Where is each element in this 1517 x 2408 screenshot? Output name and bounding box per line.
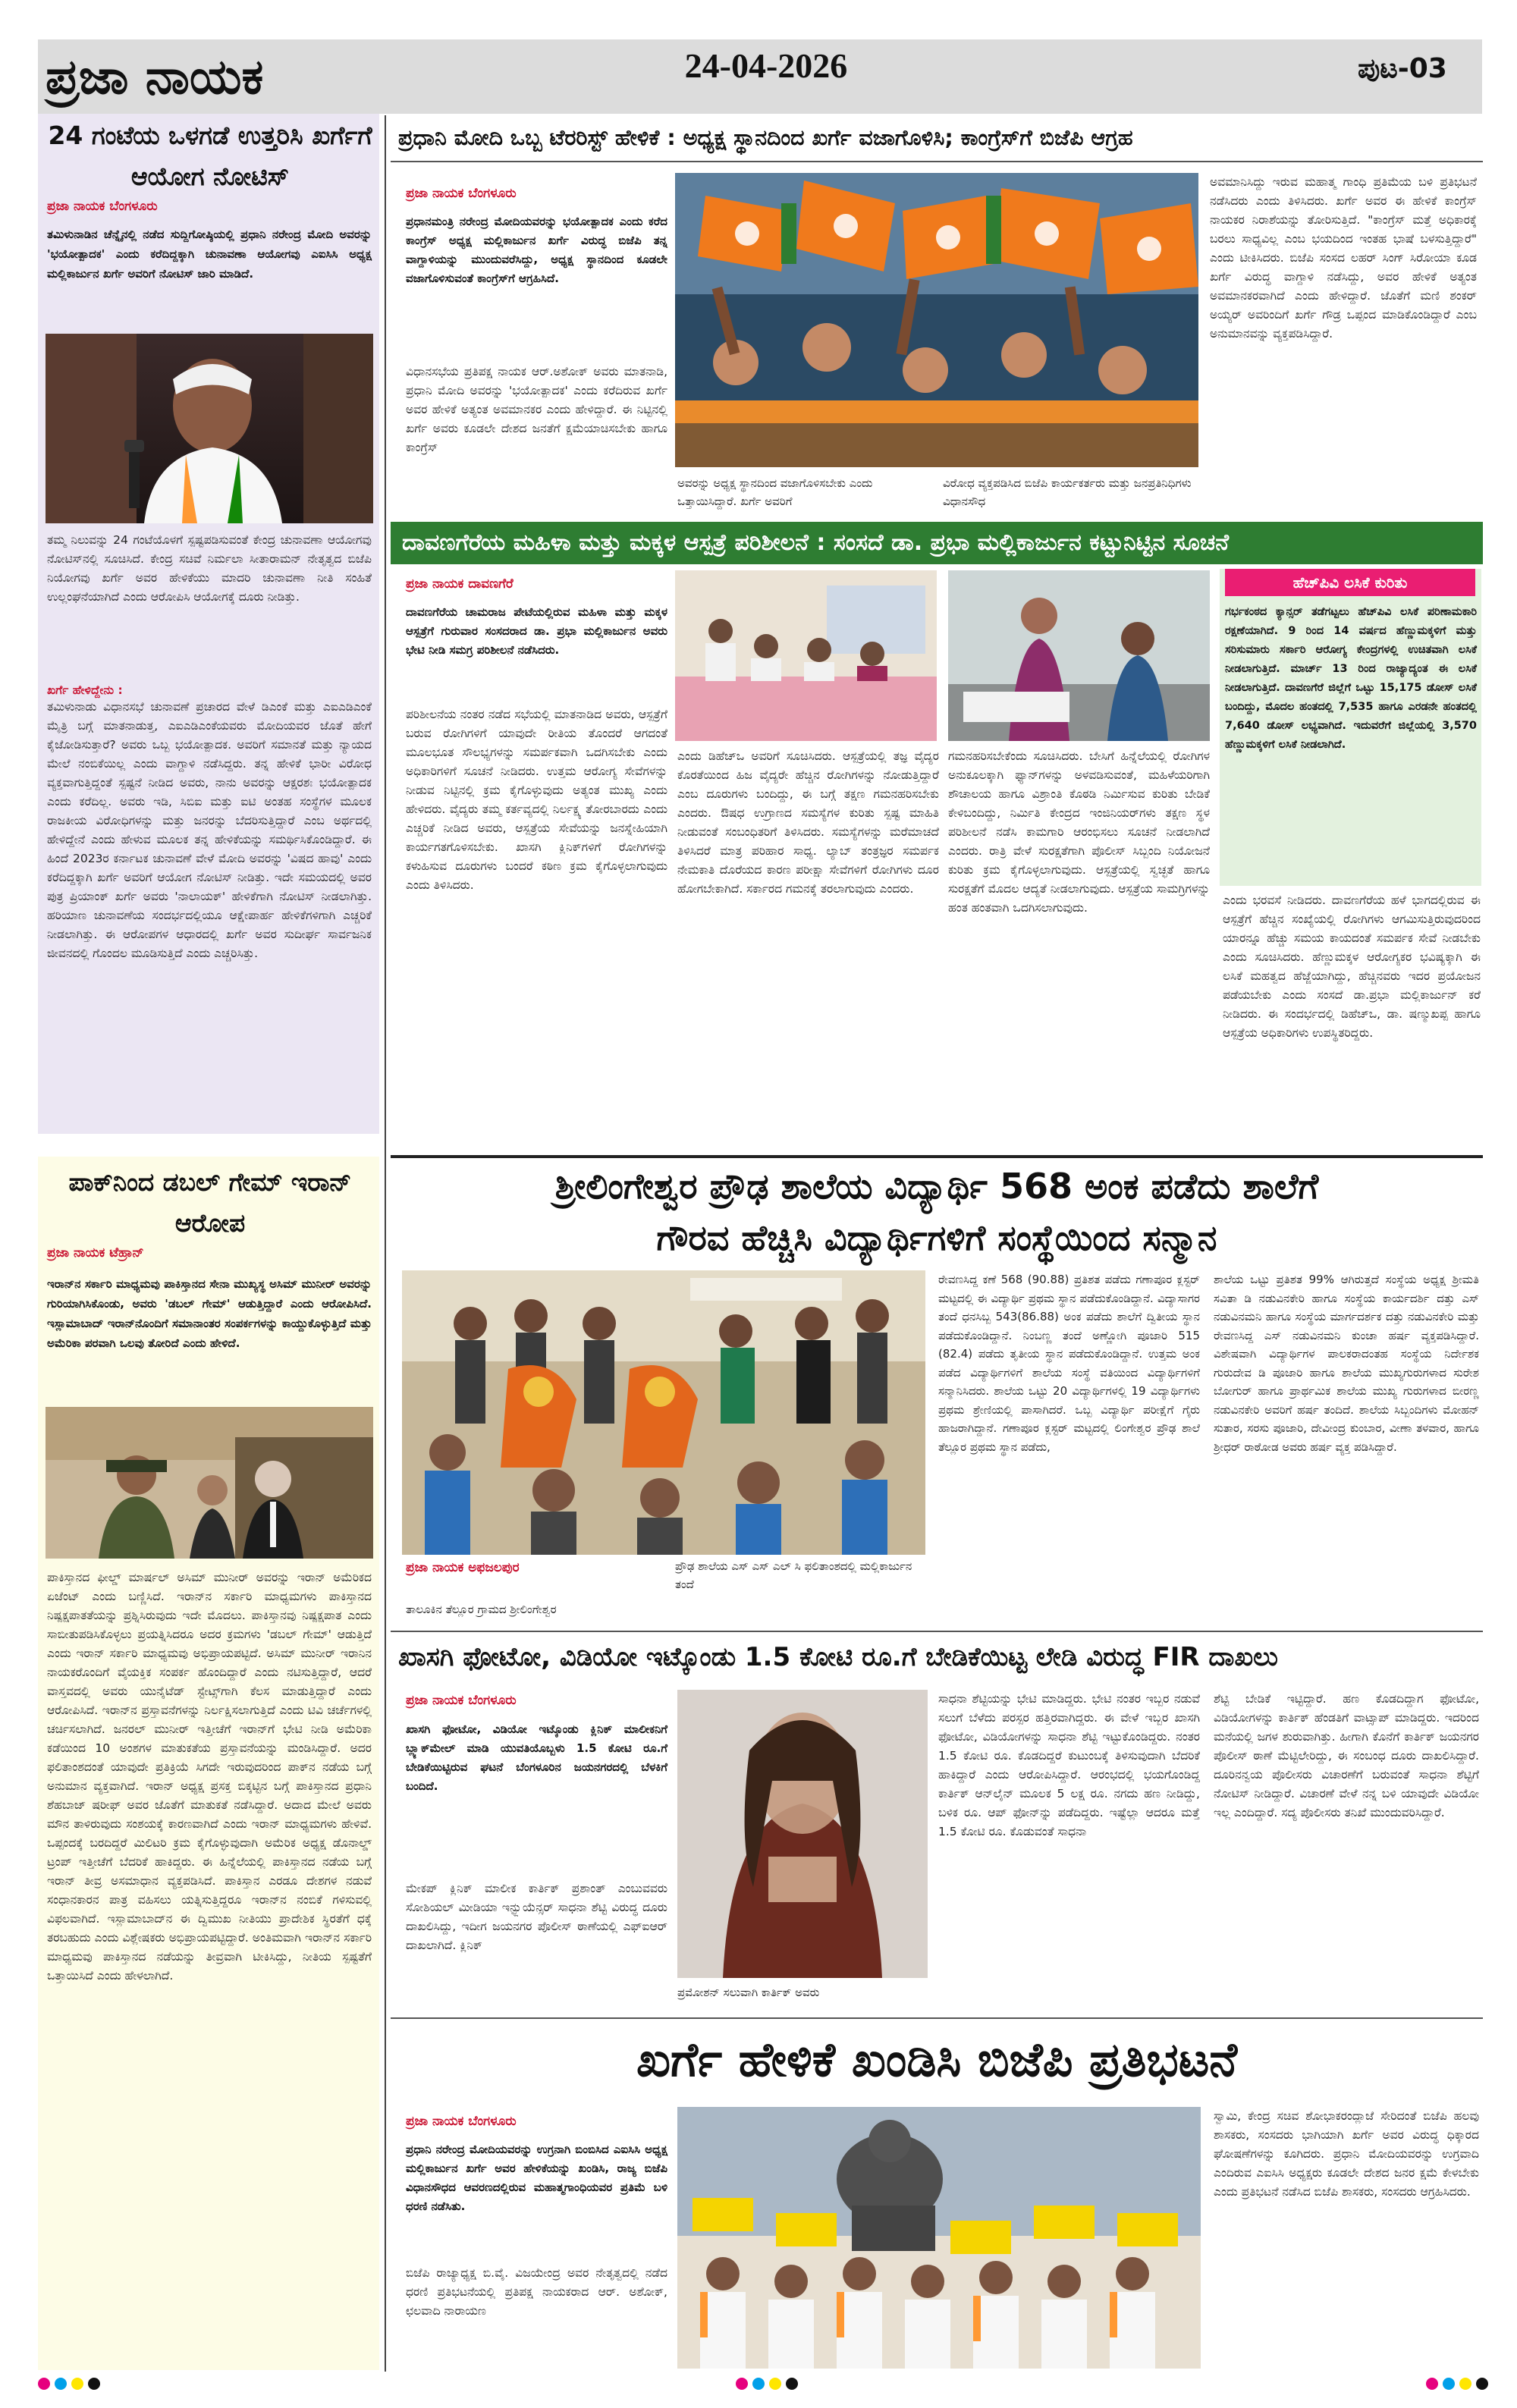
blackmail-photo-caption: ಪ್ರಮೋಶನ್ ಸಲುವಾಗಿ ಕಾರ್ತಿಕ್ ಅವರು bbox=[677, 1986, 820, 1999]
protest-lead: ಪ್ರಧಾನಿ ನರೇಂದ್ರ ಮೋದಿಯವರನ್ನು ಉಗ್ರನಾಗಿ ಬಿಂಬಿಸಿದ ಎಐಸಿಸಿ ಅಧ್ಯಕ್ಷ ಮಲ್ಲಿಕಾರ್ಜುನ ಖರ್ಗೆ ಅವರ ಹೇಳಿಕೆಯನ್ನು ಖಂಡಿಸಿ, ರಾಜ್ಯ ಬಿಜೆಪಿ ವಿಧಾನಸೌಧದ ಆವರಣದಲ್ಲಿರುವ ಮಹಾತ್ಮಗಾಂಧಿಯವರ ಪ್ರತಿಮೆ ಬಳಿ ಧರಣಿ ನಡೆಸಿತು. bbox=[406, 2143, 667, 2213]
davangere-lead: ದಾವಣಗೆರೆಯ ಚಾಮರಾಜ ಪೇಟೆಯಲ್ಲಿರುವ ಮಹಿಳಾ ಮತ್ತು ಮಕ್ಕಳ ಆಸ್ಪತ್ರೆಗೆ ಗುರುವಾರ ಸಂಸದರಾದ ಡಾ. ಪ್ರಭಾ ಮಲ್ಲಿಕಾರ್ಜುನ ಅವರು ಭೇಟಿ ನೀಡಿ ಸಮಗ್ರ ಪರಿಶೀಲನೆ ನಡೆಸಿದರು. bbox=[406, 605, 667, 657]
davangere-body-3: ಗಮನಹರಿಸಬೇಕೆಂದು ಸೂಚಿಸಿದರು. ಬೇಸಿಗೆ ಹಿನ್ನೆಲೆಯಲ್ಲಿ ರೋಗಿಗಳ ಅನುಕೂಲಕ್ಕಾಗಿ ಫ್ಯಾನ್‌ಗಳನ್ನು ಅಳವಡಿಸುವಂತೆ, ಮಹಿಳೆಯರಿಗಾಗಿ ಶೌಚಾಲಯ ಹಾಗೂ ವಿಶ್ರಾಂತಿ ಕೊಠಡಿ ನಿರ್ಮಿಸುವ ಕುರಿತು ಬೇಡಿಕೆ ಕೇಳಿಬಂದಿದ್ದು, ನಿರ್ಮಿತಿ ಕೇಂದ್ರದ ಇಂಜಿನಿಯರ್‌ಗಳು ತಕ್ಷಣ ಸ್ಥಳ ಪರಿಶೀಲನೆ ನಡೆಸಿ ಕಾಮಗಾರಿ ಆರಂಭಿಸಲು ಸೂಚನೆ ನೀಡಲಾಗಿದೆ ಎಂದರು. ರಾತ್ರಿ ವೇಳೆ ಸುರಕ್ಷತೆಗಾಗಿ ಪೊಲೀಸ್ ಸಿಬ್ಬಂದಿ ನಿಯೋಜನೆ ಕುರಿತು ಕ್ರಮ ಕೈಗೊಳ್ಳಲಾಗುವುದು. ಆಸ್ಪತ್ರೆಯಲ್ಲಿ ಸ್ವಚ್ಛತೆ ಹಾಗೂ ಸುರಕ್ಷತೆಗೆ ಮೊದಲ ಆದ್ಯತೆ ನೀಡಲಾಗುವುದು. ಆಸ್ಪತ್ರೆಯ ಸಾಮಗ್ರಿಗಳನ್ನು ಹಂತ ಹಂತವಾಗಿ ಒದಗಿಸಲಾಗುವುದು. bbox=[948, 749, 1210, 915]
davangere-body-4: ಎಂದು ಭರವಸೆ ನೀಡಿದರು. ದಾವಣಗೆರೆಯ ಹಳೆ ಭಾಗದಲ್ಲಿರುವ ಈ ಆಸ್ಪತ್ರೆಗೆ ಹೆಚ್ಚಿನ ಸಂಖ್ಯೆಯಲ್ಲಿ ರೋಗಿಗಳು ಆಗಮಿಸುತ್ತಿರುವುದರಿಂದ ಯಾರನ್ನೂ ಹೆಚ್ಚು ಸಮಯ ಕಾಯದಂತೆ ಸಮರ್ಪಕ ಸೇವೆ ನೀಡಬೇಕು ಎಂದು ಸೂಚಿಸಿದರು. ಹೆಣ್ಣುಮಕ್ಕಳ ಆರೋಗ್ಯಕರ ಭವಿಷ್ಯಕ್ಕಾಗಿ ಈ ಲಸಿಕೆ ಮಹತ್ವದ ಹೆಜ್ಜೆಯಾಗಿದ್ದು, ಹೆಚ್ಚಿನವರು ಇದರ ಪ್ರಯೋಜನ ಪಡೆಯಬೇಕು ಎಂದು ಸಂಸದೆ ಡಾ.ಪ್ರಭಾ ಮಲ್ಲಿಕಾರ್ಜುನ್ ಕರೆ ನೀಡಿದರು. ಈ ಸಂದರ್ಭದಲ್ಲಿ ಡಿಹೆಚ್‌ಒ, ಡಾ. ಷಣ್ಮುಖಪ್ಪ ಹಾಗೂ ಆಸ್ಪತ್ರೆಯ ಅಧಿಕಾರಿಗಳು ಉಪಸ್ಥಿತರಿದ್ದರು. bbox=[1223, 893, 1481, 1040]
davangere-body-2: ಎಂದು ಡಿಹೆಚ್‌ಒ ಅವರಿಗೆ ಸೂಚಿಸಿದರು. ಆಸ್ಪತ್ರೆಯಲ್ಲಿ ತಜ್ಞ ವೈದ್ಯರ ಕೊರತೆಯಿಂದ ಹಿಜ ವೈದ್ಯರೇ ಹೆಚ್ಚಿನ ರೋಗಿಗಳನ್ನು ನೋಡುತ್ತಿದ್ದಾರೆ ಎಂಬ ದೂರುಗಳು ಬಂದಿದ್ದು, ಈ ಬಗ್ಗೆ ತಕ್ಷಣ ಗಮನಹರಿಸಬೇಕು ಎಂದರು. ಔಷಧ ಉಗ್ರಾಣದ ಸಮಸ್ಯೆಗಳ ಕುರಿತು ಸ್ಪಷ್ಟ ಮಾಹಿತಿ ನೀಡುವಂತೆ ಸಂಬಂಧಿತರಿಗೆ ತಿಳಿಸಿದರು. ಸಮಸ್ಯೆಗಳನ್ನು ಮರೆಮಾಚದೆ ತಿಳಿಸಿದರೆ ಮಾತ್ರ ಪರಿಹಾರ ಸಾಧ್ಯ. ಲ್ಯಾಬ್ ತಂತ್ರಜ್ಞರ ಸಮರ್ಪಕ ನೇಮಕಾತಿ ದೊರೆಯದ ಕಾರಣ ಪರೀಕ್ಷಾ ಸೇವೆಗಳಿಗೆ ರೋಗಿಗಳು ದೂರ ಹೋಗಬೇಕಾಗಿದೆ. ಸರ್ಕಾರದ ಗಮನಕ್ಕೆ ತರಲಾಗುವುದು ಎಂದರು. bbox=[677, 749, 939, 896]
newspaper-name: ಪ್ರಜಾ ನಾಯಕ bbox=[46, 49, 264, 105]
issue-date: 24-04-2026 bbox=[684, 46, 848, 85]
ward-visit-photo bbox=[948, 570, 1210, 741]
davangere-byline: ಪ್ರಜಾ ನಾಯಕ ದಾವಣಗೆರೆ bbox=[406, 576, 514, 592]
registration-dot bbox=[1459, 2378, 1471, 2390]
hpv-tag: ಹೆಚ್‌ಪಿವಿ ಲಸಿಕೆ ಕುರಿತು bbox=[1225, 569, 1475, 596]
registration-dot bbox=[38, 2378, 50, 2390]
school-photo-caption: ಪ್ರೌಢ ಶಾಲೆಯ ಎಸ್ ಎಸ್ ಎಲ್ ಸಿ ಫಲಿತಾಂಶದಲ್ಲಿ ಮಲ್ಲಿಕಾರ್ಜುನ ತಂದೆ bbox=[675, 1559, 912, 1591]
blackmail-body-3: ಶೆಟ್ಟಿ ಬೇಡಿಕೆ ಇಟ್ಟಿದ್ದಾರೆ. ಹಣ ಕೊಡದಿದ್ದಾಗ ಫೋಟೋ, ವಿಡಿಯೋಗಳನ್ನು ಕಾರ್ತಿಕ್ ಹೆಂಡತಿಗೆ ವಾಟ್ಸಾಪ್ ಮಾಡಿದ್ದರು. ಇದರಿಂದ ಮನೆಯಲ್ಲಿ ಜಗಳ ಶುರುವಾಗಿತ್ತು. ಹೀಗಾಗಿ ಕೊನೆಗೆ ಕಾರ್ತಿಕ್ ಜಯನಗರ ಪೊಲೀಸ್ ಠಾಣೆ ಮೆಟ್ಟಿಲೇರಿದ್ದು, ಈ ಸಂಬಂಧ ದೂರು ದಾಖಲಿಸಿದ್ದಾರೆ. ದೂರಿನನ್ವಯ ಪೊಲೀಸರು ವಿಚಾರಣೆಗೆ ಬರುವಂತೆ ಸಾಧನಾ ಶೆಟ್ಟಿಗೆ ನೋಟಿಸ್ ನೀಡಿದ್ದಾರೆ. ವಿಚಾರಣೆ ವೇಳೆ ನನ್ನ ಬಳಿ ಯಾವುದೇ ವಿಡಿಯೋ ಇಲ್ಲ ಎಂದಿದ್ದಾರೆ. ಸದ್ಯ ಪೊಲೀಸರು ತನಿಖೆ ಮುಂದುವರಿಸಿದ್ದಾರೆ. bbox=[1214, 1692, 1479, 1819]
kharge-notice-headline: 24 ಗಂಟೆಯ ಒಳಗಡೆ ಉತ್ತರಿಸಿ ಖರ್ಗೆಗೆ ಆಯೋಗ ನೋಟಿಸ್ bbox=[48, 121, 372, 191]
blackmail-headline: ಖಾಸಗಿ ಫೋಟೋ, ವಿಡಿಯೋ ಇಟ್ಕೊಂಡು 1.5 ಕೋಟಿ ರೂ.ಗೆ ಬೇಡಿಕೆಯಿಟ್ಟ ಲೇಡಿ ವಿರುದ್ಧ FIR ದಾಖಲು bbox=[398, 1642, 1278, 1672]
column-divider bbox=[385, 115, 386, 2372]
pakistan-headline: ಪಾಕ್‌ನಿಂದ ಡಬಲ್ ಗೇಮ್ ಇರಾನ್ ಆರೋಪ bbox=[68, 1167, 352, 1238]
woman-blurred-photo bbox=[677, 1690, 928, 1978]
section-divider bbox=[391, 2017, 1483, 2019]
hpv-lead: ಗರ್ಭಕಂಠದ ಕ್ಯಾನ್ಸರ್ ತಡೆಗಟ್ಟಲು ಹೆಚ್‌ಪಿವಿ ಲಸಿಕೆ ಪರಿಣಾಮಕಾರಿ ರಕ್ಷಣೆಯಾಗಿದೆ. 9 ರಿಂದ 14 ವರ್ಷದ ಹೆಣ್ಣುಮಕ್ಕಳಿಗೆ ಮತ್ತು ಸರಿಸುಮಾರು ಸರ್ಕಾರಿ ಆರೋಗ್ಯ ಕೇಂದ್ರಗಳಲ್ಲಿ ಉಚಿತವಾಗಿ ಲಸಿಕೆ ನೀಡಲಾಗುತ್ತಿದೆ. ಮಾರ್ಚ್ 13 ರಿಂದ ರಾಜ್ಯಾದ್ಯಂತ ಈ ಲಸಿಕೆ ನೀಡಲಾಗುತ್ತಿದೆ. ದಾವಣಗೆರೆ ಜಿಲ್ಲೆಗೆ ಒಟ್ಟು 15,175 ಡೋಸ್ ಲಸಿಕೆ ಬಂದಿದ್ದು, ಮೊದಲ ಹಂತದಲ್ಲಿ 7,535 ಹಾಗೂ ಎರಡನೇ ಹಂತದಲ್ಲಿ 7,640 ಡೋಸ್ ಲಭ್ಯವಾಗಿದೆ. ಇದುವರೆಗೆ ಜಿಲ್ಲೆಯಲ್ಲಿ 3,570 ಹೆಣ್ಣುಮಕ್ಕಳಿಗೆ ಲಸಿಕೆ ನೀಡಲಾಗಿದೆ. bbox=[1225, 606, 1477, 751]
kharge-notice-lead: ತಮಿಳುನಾಡಿನ ಚೆನ್ನೈನಲ್ಲಿ ನಡೆದ ಸುದ್ದಿಗೋಷ್ಠಿಯಲ್ಲಿ ಪ್ರಧಾನಿ ನರೇಂದ್ರ ಮೋದಿ ಅವರನ್ನು 'ಭಯೋತ್ಪಾದಕ' ಎಂದು ಕರೆದಿದ್ದಕ್ಕಾಗಿ ಚುನಾವಣಾ ಆಯೋಗವು ಎಐಸಿಸಿ ಅಧ್ಯಕ್ಷ ಮಲ್ಲಿಕಾರ್ಜುನ ಖರ್ಗೆ ಅವರಿಗೆ ನೋಟಿಸ್ ಜಾರಿ ಮಾಡಿದೆ. bbox=[47, 228, 372, 281]
registration-dot bbox=[71, 2378, 83, 2390]
page-number: ಪುಟ-03 bbox=[1358, 53, 1447, 84]
pakistan-byline: ಪ್ರಜಾ ನಾಯಕ ಟೆಹ್ರಾನ್ bbox=[47, 1245, 144, 1261]
protest-byline: ಪ್ರಜಾ ನಾಯಕ ಬೆಂಗಳೂರು bbox=[406, 2114, 517, 2129]
modi-terrorist-caption-1: ಅವರನ್ನು ಅಧ್ಯಕ್ಷ ಸ್ಥಾನದಿಂದ ವಜಾಗೊಳಿಸಬೇಕು ಎಂದು ಒತ್ತಾಯಿಸಿದ್ದಾರೆ. ಖರ್ಗೆ ಅವರಿಗೆ bbox=[677, 476, 873, 508]
bjp-flags-illustration bbox=[675, 173, 1198, 467]
pakistan-body: ಪಾಕಿಸ್ತಾನದ ಫೀಲ್ಡ್ ಮಾರ್ಷಲ್ ಅಸಿಮ್ ಮುನೀರ್ ಅವರನ್ನು ಇರಾನ್ ಅಮೆರಿಕದ ಏಜೆಂಟ್ ಎಂದು ಬಣ್ಣಿಸಿದೆ. ಇರಾನ್‌ನ ಸರ್ಕಾರಿ ಮಾಧ್ಯಮಗಳು ಪಾಕಿಸ್ತಾನದ ನಿಷ್ಪಕ್ಷಪಾತತೆಯನ್ನು ಪ್ರಶ್ನಿಸಿರುವುದು ಇದೇ ಮೊದಲು. ಪಾಕಿಸ್ತಾನವು ನಿಷ್ಪಕ್ಷಪಾತ ಎಂದು ಸಾಬೀತುಪಡಿಸಿಕೊಳ್ಳಲು ಪ್ರಯತ್ನಿಸಿದರೂ ಅದರ ಕ್ರಮಗಳು 'ಡಬಲ್ ಗೇಮ್' ಆಡುತ್ತಿದೆ ಎಂದು ಇರಾನ್ ಸರ್ಕಾರಿ ಮಾಧ್ಯಮವು ಅಭಿಪ್ರಾಯಪಟ್ಟಿದೆ. ಅಸಿಮ್ ಮುನೀರ್ ಇರಾನಿನ ನಾಯಕರೊಂದಿಗೆ ವೈಯಕ್ತಿಕ ಸಂಪರ್ಕ ಹೊಂದಿದ್ದಾರೆ ಎಂದು ನಟಿಸುತ್ತಿದ್ದಾರೆ, ಆದರೆ ವಾಸ್ತವದಲ್ಲಿ ಅವರು ಯುನೈಟೆಡ್ ಸ್ಟೇಟ್ಸ್‌ಗಾಗಿ ಕೆಲಸ ಮಾಡುತ್ತಿದ್ದಾರೆ ಎಂದು ಆರೋಪಿಸಿದೆ. ಇರಾನ್‌ನ ಪ್ರಸ್ತಾವನೆಗಳನ್ನು ನಿರ್ಲಕ್ಷಿಸಲಾಗುತ್ತಿದೆ ಎಂದು ಟಿವಿ ಚರ್ಚೆಗಳಲ್ಲಿ ಚರ್ಚಿಸಲಾಗಿದೆ. ಜನರಲ್ ಮುನೀರ್ ಇತ್ತೀಚೆಗೆ ಇರಾನ್‌ಗೆ ಭೇಟಿ ನೀಡಿ ಅಮೆರಿಕಾ ಕಡೆಯಿಂದ 10 ಅಂಶಗಳ ಮಾತುಕತೆಯ ಪ್ರಸ್ತಾವನೆಯನ್ನು ಮಂಡಿಸಿದ್ದಾರೆ. ಅದರ ಫಲಿತಾಂಶದಂತೆ ಯಾವುದೇ ಪ್ರತಿಕ್ರಿಯೆ ಸಿಗದೇ ಇರುವುದರಿಂದ ಪಾಕ್‌ನ ನಡೆಯ ಬಗ್ಗೆ ಅನುಮಾನ ವ್ಯಕ್ತವಾಗಿದೆ. ಇರಾನ್ ಅಧ್ಯಕ್ಷ ಪ್ರಸಕ್ತ ಬಿಕ್ಕಟ್ಟಿನ ಬಗ್ಗೆ ಪಾಕಿಸ್ತಾನದ ಪ್ರಧಾನಿ ಶೆಹಬಾಜ್ ಷರೀಫ್ ಅವರ ಜೊತೆಗೆ ಮಾತುಕತೆ ನಡೆಸಿದ್ದಾರೆ. ಅದಾದ ಮೇಲೆ ಅವರು ಮೌನ ತಾಳಿರುವುದು ಸಂಶಯಕ್ಕೆ ಕಾರಣವಾಗಿದೆ ಎಂದು ಇರಾನ್ ಮಾಧ್ಯಮಗಳು ಹೇಳಿವೆ. ಒಪ್ಪಂದಕ್ಕೆ ಬರದಿದ್ದರೆ ಮಿಲಿಟರಿ ಕ್ರಮ ಕೈಗೊಳ್ಳುವುದಾಗಿ ಅಮೆರಿಕ ಅಧ್ಯಕ್ಷ ಡೊನಾಲ್ಡ್ ಟ್ರಂಪ್ ಇತ್ತೀಚೆಗೆ ಬೆದರಿಕೆ ಹಾಕಿದ್ದರು. ಈ ಹಿನ್ನೆಲೆಯಲ್ಲಿ ಪಾಕಿಸ್ತಾನದ ನಡೆಯ ಬಗ್ಗೆ ಇರಾನ್ ತೀವ್ರ ಅಸಮಾಧಾನ ವ್ಯಕ್ತಪಡಿಸಿದೆ. ಪಾಕಿಸ್ತಾನ ಎರಡೂ ದೇಶಗಳ ನಡುವೆ ಸಂಧಾನಕಾರನ ಪಾತ್ರ ವಹಿಸಲು ಯತ್ನಿಸುತ್ತಿದ್ದರೂ ಇರಾನ್‌ನ ನಂಬಿಕೆ ಗಳಿಸುವಲ್ಲಿ ವಿಫಲವಾಗಿದೆ. ಇಸ್ಲಾಮಾಬಾದ್‌ನ ಈ ದ್ವಿಮುಖ ನೀತಿಯು ಪ್ರಾದೇಶಿಕ ಸ್ಥಿರತೆಗೆ ಧಕ್ಕೆ ತರಬಹುದು ಎಂದು ವಿಶ್ಲೇಷಕರು ಅಭಿಪ್ರಾಯಪಟ್ಟಿದ್ದಾರೆ. ಅಂತಿಮವಾಗಿ ಇರಾನ್‌ನ ಸರ್ಕಾರಿ ಮಾಧ್ಯಮವು ಪಾಕಿಸ್ತಾನದ ನಡೆಯನ್ನು ತೀವ್ರವಾಗಿ ಟೀಕಿಸಿದ್ದು, ನೀತಿಯ ಸ್ಪಷ್ಟತೆಗೆ ಒತ್ತಾಯಿಸಿದೆ ಎಂದು ಹೇಳಲಾಗಿದೆ. bbox=[47, 1571, 372, 1983]
modi-terrorist-lead: ಪ್ರಧಾನಮಂತ್ರಿ ನರೇಂದ್ರ ಮೋದಿಯವರನ್ನು ಭಯೋತ್ಪಾದಕ ಎಂದು ಕರೆದ ಕಾಂಗ್ರೆಸ್ ಅಧ್ಯಕ್ಷ ಮಲ್ಲಿಕಾರ್ಜುನ ಖರ್ಗೆ ವಿರುದ್ಧ ಬಿಜೆಪಿ ತನ್ನ ವಾಗ್ದಾಳಿಯನ್ನು ಮುಂದುವರೆಸಿದ್ದು, ಅಧ್ಯಕ್ಷ ಸ್ಥಾನದಿಂದ ಕೂಡಲೇ ವಜಾಗೊಳಿಸುವಂತೆ ಕಾಂಗ್ರೆಸ್‌ಗೆ ಆಗ್ರಹಿಸಿದೆ. bbox=[406, 215, 667, 285]
students-felicitation-illustration bbox=[402, 1270, 925, 1555]
registration-marks-center bbox=[736, 2378, 798, 2390]
protest-headline: ಖರ್ಗೆ ಹೇಳಿಕೆ ಖಂಡಿಸಿ ಬಿಜೆಪಿ ಪ್ರತಿಭಟನೆ bbox=[636, 2032, 1238, 2087]
woman-blurred-illustration bbox=[677, 1690, 928, 1978]
blackmail-body-1: ಮೇಕಪ್ ಕ್ಲಿನಿಕ್ ಮಾಲೀಕ ಕಾರ್ತಿಕ್ ಪ್ರಶಾಂತ್ ಎಂಬುವವರು ಸೋಶಿಯಲ್ ಮೀಡಿಯಾ ಇನ್ಫ್ಲುಯೆನ್ಸರ್ ಸಾಧನಾ ಶೆಟ್ಟಿ ವಿರುದ್ಧ ದೂರು ದಾಖಲಿಸಿದ್ದು, ಇದೀಗ ಜಯನಗರ ಪೊಲೀಸ್ ಠಾಣೆಯಲ್ಲಿ ಎಫ್ಐಆರ್ ದಾಖಲಾಗಿದೆ. ಕ್ಲಿನಿಕ್ bbox=[406, 1882, 667, 1952]
meeting-photo bbox=[675, 570, 937, 741]
modi-terrorist-headline: ಪ್ರಧಾನಿ ಮೋದಿ ಒಬ್ಬ ಟೆರರಿಸ್ಟ್ ಹೇಳಿಕೆ : ಅಧ್ಯಕ್ಷ ಸ್ಥಾನದಿಂದ ಖರ್ಗೆ ವಜಾಗೊಳಿಸಿ; ಕಾಂಗ್ರೆಸ್‌ಗೆ ಬಿಜೆಪಿ ಆಗ್ರಹ bbox=[398, 125, 1133, 150]
bjp-flags-photo bbox=[675, 173, 1198, 467]
pakistan-lead: ಇರಾನ್‌ನ ಸರ್ಕಾರಿ ಮಾಧ್ಯಮವು ಪಾಕಿಸ್ತಾನದ ಸೇನಾ ಮುಖ್ಯಸ್ಥ ಅಸಿಮ್ ಮುನೀರ್ ಅವರನ್ನು ಗುರಿಯಾಗಿಸಿಕೊಂಡು, ಅವರು 'ಡಬಲ್ ಗೇಮ್' ಆಡುತ್ತಿದ್ದಾರೆ ಎಂದು ಆರೋಪಿಸಿದೆ. ಇಸ್ಲಾಮಾಬಾದ್ ಇರಾನ್‌ನೊಂದಿಗೆ ಸಮಾನಾಂತರ ಸಂಪರ್ಕಗಳನ್ನು ಕಾಯ್ದುಕೊಳ್ಳುತ್ತಿದೆ ಮತ್ತು ಅಮೆರಿಕಾ ಪರವಾಗಿ ಒಲವು ತೋರಿದೆ ಎಂದು ಹೇಳಿದೆ. bbox=[47, 1277, 372, 1350]
registration-dot bbox=[786, 2378, 798, 2390]
school-body-2: ಶಾಲೆಯ ಒಟ್ಟು ಪ್ರತಿಶತ 99% ಆಗಿರುತ್ತದೆ ಸಂಸ್ಥೆಯ ಅಧ್ಯಕ್ಷ ಶ್ರೀಮತಿ ಸವಿತಾ ಡಿ ನಡುವಿನಕೇರಿ ಹಾಗೂ ಸಂಸ್ಥೆಯ ಕಾರ್ಯದರ್ಶಿ ದತ್ತು ಎಸ್ ನಡುವಿನಮನಿ ಹಾಗೂ ಸಂಸ್ಥೆಯ ಮಾರ್ಗದರ್ಶಕ ದತ್ತು ನಡುವಿನಕೇರಿ ಮತ್ತು ರೇವಣಸಿದ್ದ ಎಸ್ ನಡುವಿನಮನಿ ಕುಂಚಾ ಹರ್ಷ ವ್ಯಕ್ತಪಡಿಸಿದ್ದಾರೆ. ವಿಶೇಷವಾಗಿ ವಿದ್ಯಾರ್ಥಿಗಳ ಪಾಲಕರಾದಂತಹ ಸಂಸ್ಥೆಯ ನಿರ್ದೇಶಕ ಗುರುದೇವ ಡಿ ಪೂಜಾರಿ ಹಾಗೂ ಶಾಲೆಯ ಮುಖ್ಯಗುರುಗಳಾದ ಸುರೇಶ ಬೋಗುರ್ ಹಾಗೂ ಪ್ರಾರ್ಥಮಿಕ ಶಾಲೆಯ ಮುಖ್ಯ ಗುರುಗಳಾದ ಬೀರಣ್ಣ ನಡುವಿನಕೇರಿ ಅವರಿಗೆ ಹರ್ಷ ತಂದಿದೆ. ಶಾಲೆಯ ಸಿಬ್ಬಂದಿಗಳು ಮೋಹನ್ ಸುತಾರ, ಸರಸು ಪೂಜಾರಿ, ದೇವೀಂದ್ರ ಕುಂಬಾರ, ವೀಣಾ ತಳವಾರ, ಹಾಗೂ ಶ್ರೀಧರ್ ರಾಠೋಡ ಅವರು ಹರ್ಷ ವ್ಯಕ್ತ ಪಡಿಸಿದ್ದಾರೆ. bbox=[1214, 1273, 1479, 1454]
modi-terrorist-body-1: ವಿಧಾನಸಭೆಯ ಪ್ರತಿಪಕ್ಷ ನಾಯಕ ಆರ್.ಅಶೋಕ್ ಅವರು ಮಾತನಾಡಿ, ಪ್ರಧಾನಿ ಮೋದಿ ಅವರನ್ನು 'ಭಯೋತ್ಪಾದಕ' ಎಂದು ಕರೆದಿರುವ ಖರ್ಗೆ ಅವರ ಹೇಳಿಕೆ ಅತ್ಯಂತ ಅವಮಾನಕರ ಎಂದು ಹೇಳಿದ್ದಾರೆ. ಈ ನಿಟ್ಟಿನಲ್ಲಿ ಖರ್ಗೆ ಅವರು ಕೂಡಲೇ ದೇಶದ ಜನತೆಗೆ ಕ್ಷಮೆಯಾಚಿಸಬೇಕು ಹಾಗೂ ಕಾಂಗ್ರೆಸ್ bbox=[406, 365, 667, 454]
gandhi-statue-protest-photo bbox=[677, 2107, 1201, 2369]
school-photo-caption-2: ತಾಲೂಕಿನ ತೆಲ್ಲೂರ ಗ್ರಾಮದ ಶ್ರೀಲಿಂಗೇಶ್ವರ bbox=[406, 1603, 557, 1616]
registration-marks-left bbox=[38, 2378, 100, 2390]
school-byline: ಪ್ರಜಾ ನಾಯಕ ಅಫಜಲಪುರ bbox=[406, 1560, 520, 1575]
blackmail-byline: ಪ್ರಜಾ ನಾಯಕ ಬೆಂಗಳೂರು bbox=[406, 1693, 517, 1708]
modi-terrorist-caption-2: ವಿರೋಧ ವ್ಯಕ್ತಪಡಿಸಿದ ಬಿಜೆಪಿ ಕಾರ್ಯಕರ್ತರು ಮತ್ತು ಜನಪ್ರತಿನಿಧಿಗಳು ವಿಧಾನಸೌಧ bbox=[943, 476, 1192, 508]
kharge-notice-body-1: ತಮ್ಮ ನಿಲುವನ್ನು 24 ಗಂಟೆಯೊಳಗೆ ಸ್ಪಷ್ಟಪಡಿಸುವಂತೆ ಕೇಂದ್ರ ಚುನಾವಣಾ ಆಯೋಗವು ನೋಟಿಸ್‌ನಲ್ಲಿ ಸೂಚಿಸಿದೆ. ಕೇಂದ್ರ ಸಚಿವೆ ನಿರ್ಮಲಾ ಸೀತಾರಾಮನ್ ನೇತೃತ್ವದ ಬಿಜೆಪಿ ನಿಯೋಗವು ಖರ್ಗೆ ಅವರ ಹೇಳಿಕೆಯು ಮಾದರಿ ಚುನಾವಣಾ ನೀತಿ ಸಂಹಿತೆ ಉಲ್ಲಂಘನೆಯಾಗಿದೆ ಎಂದು ಆರೋಪಿಸಿ ಆಯೋಗಕ್ಕೆ ದೂರು ನೀಡಿತ್ತು. bbox=[47, 533, 372, 604]
registration-dot bbox=[55, 2378, 67, 2390]
kharge-portrait-illustration bbox=[46, 334, 373, 523]
section-divider bbox=[391, 1155, 1483, 1158]
modi-terrorist-byline: ಪ್ರಜಾ ನಾಯಕ ಬೆಂಗಳೂರು bbox=[406, 186, 517, 201]
registration-dot bbox=[1426, 2378, 1438, 2390]
registration-dot bbox=[769, 2378, 781, 2390]
davangere-body-1: ಪರಿಶೀಲನೆಯ ನಂತರ ನಡೆದ ಸಭೆಯಲ್ಲಿ ಮಾತನಾಡಿದ ಅವರು, ಆಸ್ಪತ್ರೆಗೆ ಬರುವ ರೋಗಿಗಳಿಗೆ ಯಾವುದೇ ರೀತಿಯ ತೊಂದರೆ ಆಗದಂತೆ ಮೂಲಭೂತ ಸೌಲಭ್ಯಗಳನ್ನು ಸಮರ್ಪಕವಾಗಿ ಒದಗಿಸಬೇಕು ಎಂದು ಅಧಿಕಾರಿಗಳಿಗೆ ಸೂಚನೆ ನೀಡಿದರು. ಉತ್ತಮ ಆರೋಗ್ಯ ಸೇವೆಗಳನ್ನು ನೀಡುವ ನಿಟ್ಟಿನಲ್ಲಿ ಕ್ರಮ ಕೈಗೊಳ್ಳುವುದು ಅತ್ಯಂತ ಮುಖ್ಯ ಎಂದು ಹೇಳಿದರು. ವೈದ್ಯರು ತಮ್ಮ ಕರ್ತವ್ಯದಲ್ಲಿ ನಿರ್ಲಕ್ಷ್ಯ ತೋರಬಾರದು ಎಂದು ಎಚ್ಚರಿಕೆ ನೀಡಿದ ಅವರು, ಆಸ್ಪತ್ರೆಯ ಸೇವೆಯನ್ನು ಜನಸ್ನೇಹಿಯಾಗಿ ಕಾರ್ಯಗತಗೊಳಿಸಬೇಕು. ಖಾಸಗಿ ಕ್ಲಿನಿಕ್‌ಗಳಿಗೆ ರೋಗಿಗಳನ್ನು ಕಳುಹಿಸುವ ದೂರುಗಳು ಬಂದರೆ ಕಠಿಣ ಕ್ರಮ ಕೈಗೊಳ್ಳಲಾಗುವುದು ಎಂದು ತಿಳಿಸಿದರು. bbox=[406, 708, 667, 892]
school-headline-line-2: ಗೌರವ ಹೆಚ್ಚಿಸಿ ವಿದ್ಯಾರ್ಥಿಗಳಿಗೆ ಸಂಸ್ಥೆಯಿಂದ ಸನ್ಮಾನ bbox=[656, 1217, 1217, 1258]
kharge-notice-byline: ಪ್ರಜಾ ನಾಯಕ ಬೆಂಗಳೂರು bbox=[47, 199, 158, 214]
modi-terrorist-body-2: ಅವಮಾನಿಸಿದ್ದು ಇರುವ ಮಹಾತ್ಮ ಗಾಂಧಿ ಪ್ರತಿಮೆಯ ಬಳಿ ಪ್ರತಿಭಟನೆ ನಡೆಸಿದರು ಎಂದು ತಿಳಿಸಿದರು. ಖರ್ಗೆ ಅವರ ಈ ಹೇಳಿಕೆ ಕಾಂಗ್ರೆಸ್ ನಾಯಕರ ನಿರಾಶೆಯನ್ನು ತೋರಿಸುತ್ತಿದೆ. "ಕಾಂಗ್ರೆಸ್ ಮತ್ತೆ ಅಧಿಕಾರಕ್ಕೆ ಬರಲು ಸಾಧ್ಯವಿಲ್ಲ ಎಂಬ ಭಯದಿಂದ ಇಂತಹ ಭಾಷೆ ಬಳಸುತ್ತಿದ್ದಾರೆ" ಎಂದು ಟೀಕಿಸಿದರು. ಬಿಜೆಪಿ ಸಂಸದ ಲಹರ್ ಸಿಂಗ್ ಸಿರೋಯಾ ಕೂಡ ಖರ್ಗೆ ವಿರುದ್ಧ ವಾಗ್ದಾಳಿ ನಡೆಸಿದ್ದು, ಅವರ ಹೇಳಿಕೆ ಅತ್ಯಂತ ಅವಮಾನಕರವಾಗಿದೆ ಎಂದು ಹೇಳಿದ್ದಾರೆ. ಜೊತೆಗೆ ಮಣಿ ಶಂಕರ್ ಅಯ್ಯರ್ ಅವರಿಂದಿಗೆ ಖರ್ಗೆ ಗೌಡ್ರ ಒಪ್ಪಂದ ಮಾಡಿಕೊಂಡಿದ್ದಾರೆ ಎಂಬ ಅನುಮಾನವನ್ನು ವ್ಯಕ್ತಪಡಿಸಿದ್ದಾರೆ. bbox=[1210, 175, 1477, 341]
registration-dot bbox=[736, 2378, 748, 2390]
munir-meeting-illustration bbox=[46, 1407, 373, 1559]
students-felicitation-photo bbox=[402, 1270, 925, 1555]
section-divider bbox=[391, 1631, 1483, 1632]
blackmail-lead: ಖಾಸಗಿ ಫೋಟೋ, ವಿಡಿಯೋ ಇಟ್ಕೊಂಡು ಕ್ಲಿನಿಕ್ ಮಾಲೀಕನಿಗೆ ಬ್ಲ್ಯಾಕ್‌ಮೇಲ್ ಮಾಡಿ ಯುವತಿಯೊಬ್ಬಳು 1.5 ಕೋಟಿ ರೂ.ಗೆ ಬೇಡಿಕೆಯಿಟ್ಟಿರುವ ಘಟನೆ ಬೆಂಗಳೂರಿನ ಜಯನಗರದಲ್ಲಿ ಬೆಳಕಿಗೆ ಬಂದಿದೆ. bbox=[406, 1722, 667, 1793]
blackmail-body-2: ಸಾಧನಾ ಶೆಟ್ಟಿಯನ್ನು ಭೇಟಿ ಮಾಡಿದ್ದರು. ಭೇಟಿ ನಂತರ ಇಬ್ಬರ ನಡುವೆ ಸಲುಗೆ ಬೆಳೆದು ಪರಸ್ಪರ ಹತ್ತಿರವಾಗಿದ್ದರು. ಈ ವೇಳೆ ಇಬ್ಬರ ಖಾಸಗಿ ಫೋಟೋ, ವಿಡಿಯೋಗಳನ್ನು ಸಾಧನಾ ಶೆಟ್ಟಿ ಇಟ್ಟುಕೊಂಡಿದ್ದರು. ನಂತರ 1.5 ಕೋಟಿ ರೂ. ಕೊಡದಿದ್ದರೆ ಕುಟುಂಬಕ್ಕೆ ತಿಳಿಸುವುದಾಗಿ ಬೆದರಿಕೆ ಹಾಕಿದ್ದಾರೆ ಎಂದು ಆರೋಪಿಸಿದ್ದಾರೆ. ಆರಂಭದಲ್ಲಿ ಭಯಗೊಂಡಿದ್ದ ಕಾರ್ತಿಕ್ ಆನ್‌ಲೈನ್ ಮೂಲಕ 5 ಲಕ್ಷ ರೂ. ನಗದು ಹಣ ನೀಡಿದ್ದು, ಬಳಿಕ ರೂ. ಆಪ್ ಫೋನ್‌ನ್ನು ಪಡೆದಿದ್ದರು. ಇಷ್ಟೆಲ್ಲಾ ಆದರೂ ಮತ್ತೆ 1.5 ಕೋಟಿ ರೂ. ಕೊಡುವಂತೆ ಸಾಧನಾ bbox=[938, 1692, 1200, 1838]
davangere-headline: ದಾವಣಗೆರೆಯ ಮಹಿಳಾ ಮತ್ತು ಮಕ್ಕಳ ಆಸ್ಪತ್ರೆ ಪರಿಶೀಲನೆ : ಸಂಸದೆ ಡಾ. ಪ್ರಭಾ ಮಲ್ಲಿಕಾರ್ಜುನ ಕಟ್ಟುನಿಟ್ಟಿನ ಸೂಚನೆ bbox=[402, 529, 1230, 556]
registration-dot bbox=[1443, 2378, 1455, 2390]
registration-marks-right bbox=[1426, 2378, 1488, 2390]
kharge-notice-continuation bbox=[47, 683, 372, 1130]
registration-dot bbox=[1476, 2378, 1488, 2390]
school-headline-line-1: ಶ್ರೀಲಿಂಗೇಶ್ವರ ಪ್ರೌಢ ಶಾಲೆಯ ವಿದ್ಯಾರ್ಥಿ 568 ಅಂಕ ಪಡೆದು ಶಾಲೆಗೆ bbox=[554, 1166, 1319, 1207]
kharge-notice-subhead: ಖರ್ಗೆ ಹೇಳಿದ್ದೇನು : bbox=[47, 683, 123, 697]
munir-photo bbox=[46, 1407, 373, 1559]
gandhi-statue-protest-illustration bbox=[677, 2107, 1201, 2369]
protest-body-1: ಬಿಜೆಪಿ ರಾಜ್ಯಾಧ್ಯಕ್ಷ ಬಿ.ವೈ. ವಿಜಯೇಂದ್ರ ಅವರ ನೇತೃತ್ವದಲ್ಲಿ ನಡೆದ ಧರಣಿ ಪ್ರತಿಭಟನೆಯಲ್ಲಿ ಪ್ರತಿಪಕ್ಷ ನಾಯಕರಾದ ಆರ್. ಅಶೋಕ್, ಛಲವಾದಿ ನಾರಾಯಣ bbox=[406, 2266, 667, 2318]
ward-visit-illustration bbox=[948, 570, 1210, 741]
registration-dot bbox=[752, 2378, 765, 2390]
protest-body-2: ಸ್ವಾಮಿ, ಕೇಂದ್ರ ಸಚಿವ ಶೋಭಾಕರಂದ್ಲಾಜೆ ಸೇರಿದಂತೆ ಬಿಜೆಪಿ ಹಲವು ಶಾಸಕರು, ಸಂಸದರು ಭಾಗಿಯಾಗಿ ಖರ್ಗೆ ಅವರ ವಿರುದ್ಧ ಧಿಕ್ಕಾರದ ಘೋಷಣೆಗಳನ್ನು ಕೂಗಿದರು. ಪ್ರಧಾನಿ ಮೋದಿಯವರನ್ನು ಉಗ್ರವಾದಿ ಎಂದಿರುವ ಎಐಸಿಸಿ ಅಧ್ಯಕ್ಷರು ಕೂಡಲೇ ದೇಶದ ಜನರ ಕ್ಷಮೆ ಕೇಳಬೇಕು ಎಂದು ಪ್ರತಿಭಟನೆ ನಡೆಸಿದ ಬಿಜೆಪಿ ಶಾಸಕರು, ಸಂಸದರು ಆಗ್ರಹಿಸಿದರು. bbox=[1214, 2109, 1479, 2199]
registration-dot bbox=[88, 2378, 100, 2390]
kharge-photo bbox=[46, 334, 373, 523]
hospital-meeting-illustration bbox=[675, 570, 937, 741]
kharge-notice-body-2: ತಮಿಳುನಾಡು ವಿಧಾನಸಭೆ ಚುನಾವಣೆ ಪ್ರಚಾರದ ವೇಳೆ ಡಿಎಂಕೆ ಮತ್ತು ಎಐಎಡಿಎಂಕೆ ಮೈತ್ರಿ ಬಗ್ಗೆ ಮಾತನಾಡುತ್ತ, ಎಐಎಡಿಎಂಕೆಯವರು ಮೋದಿಯವರ ಜೊತೆ ಹೇಗೆ ಕೈಜೋಡಿಸುತ್ತಾರೆ? ಅವರು ಒಬ್ಬ ಭಯೋತ್ಪಾದಕ. ಅವರಿಗೆ ಸಮಾನತೆ ಮತ್ತು ನ್ಯಾಯದ ಮೇಲೆ ನಂಬಿಕೆಯಿಲ್ಲ ಎಂದು ವಾಗ್ದಾಳಿ ನಡೆಸಿದ್ದರು. ತನ್ನ ಹೇಳಿಕೆ ಭಾರೀ ವಿರೋಧ ವ್ಯಕ್ತವಾಗುತ್ತಿದ್ದಂತೆ ಸ್ಪಷ್ಟನೆ ನೀಡಿದ ಅವರು, ನಾನು ಅವರನ್ನು ಆಕ್ಷರಶಃ ಭಯೋತ್ಪಾದಕ ಎಂದು ಕರೆದಿಲ್ಲ. ಅವರು ಇಡಿ, ಸಿಬಿಐ ಮತ್ತು ಐಟಿ ಅಂತಹ ಸಂಸ್ಥೆಗಳ ಮೂಲಕ ರಾಜಕೀಯ ವಿರೋಧಿಗಳನ್ನು ಮತ್ತು ಜನರನ್ನು ಬೆದರಿಸುತ್ತಿದ್ದಾರೆ ಎಂಬ ಅರ್ಥದಲ್ಲಿ ಹೇಳಿದ್ದೇನೆ ಎಂದು ಹೇಳುವ ಮೂಲಕ ತನ್ನ ಹೇಳಿಕೆಯನ್ನು ಸಮರ್ಥಿಸಿಕೊಂಡಿದ್ದಾರೆ. ಈ ಹಿಂದೆ 2023ರ ಕರ್ನಾಟಕ ಚುನಾವಣೆ ವೇಳೆ ಮೋದಿ ಅವರನ್ನು 'ವಿಷದ ಹಾವು' ಎಂದು ಕರೆದಿದ್ದಕ್ಕಾಗಿ ಖರ್ಗೆ ಅವರಿಗೆ ಆಯೋಗ ನೋಟಿಸ್ ನೀಡಿತ್ತು. ಇದೇ ಸಮಯದಲ್ಲಿ ಅವರ ಪುತ್ರ ಪ್ರಿಯಾಂಕ್ ಖರ್ಗೆ ಅವರು 'ನಾಲಾಯಕ್' ಹೇಳಿಕೆಗಾಗಿ ನೋಟಿಸ್ ನೀಡಲಾಗಿತ್ತು. ಹರಿಯಾಣ ಚುನಾವಣೆಯ ಸಂದರ್ಭದಲ್ಲಿಯೂ ಆಕ್ಷೇಪಾರ್ಹ ಹೇಳಿಕೆಗಳಿಗಾಗಿ ಎಚ್ಚರಿಕೆ ನೀಡಲಾಗಿತ್ತು. ಈ ಆರೋಪಗಳ ಆಧಾರದಲ್ಲಿ ಖರ್ಗೆ ಅವರ ಸುದೀರ್ಘ ಸಾರ್ವಜನಿಕ ಜೀವನದಲ್ಲಿ ಗೊಂದಲ ಮೂಡಿಸುತ್ತಿದೆ ಎಂದು ಎಚ್ಚರಿಸಿತ್ತು. bbox=[47, 700, 372, 960]
headline-underline bbox=[391, 161, 1483, 162]
school-body-1: ರೇವಣಸಿದ್ದ ಕಣೆ 568 (90.88) ಪ್ರತಿಶತ ಪಡೆದು ಗಣಾಪೂರ ಕ್ಲಸ್ಟರ್ ಮಟ್ಟದಲ್ಲಿ ಈ ವಿದ್ಯಾರ್ಥಿ ಪ್ರಥಮ ಸ್ಥಾನ ಪಡೆದುಕೊಂಡಿದ್ದಾನೆ. ವಿದ್ಯಾಸಾಗರ ತಂದೆ ಧನಸಿಬ್ಬ 543(86.88) ಅಂಕ ಪಡೆದು ಶಾಲೆಗೆ ದ್ವಿತೀಯ ಸ್ಥಾನ ಪಡೆದುಕೊಂಡಿದ್ದಾನೆ. ನಿಂಬಣ್ಣ ತಂದೆ ಅಣ್ಣೋಗಿ ಪೂಜಾರಿ 515 (82.4) ಪಡೆದು ತೃತೀಯ ಸ್ಥಾನ ಪಡೆದುಕೊಂಡಿದ್ದಾನೆ. ಉತ್ತಮ ಅಂಕ ಪಡೆದ ವಿದ್ಯಾರ್ಥಿಗಳಿಗೆ ಶಾಲೆಯ ಸಂಸ್ಥೆ ವತಿಯಿಂದ ವಿದ್ಯಾರ್ಥಿಗಳಿಗೆ ಸನ್ಮಾನಿಸಿದರು. ಶಾಲೆಯ ಒಟ್ಟು 20 ವಿದ್ಯಾರ್ಥಿಗಳಲ್ಲಿ 19 ವಿದ್ಯಾರ್ಥಿಗಳು ಪ್ರಥಮ ಶ್ರೇಣಿಯಲ್ಲಿ ಪಾಸಾಗಿದರೆ. ಒಬ್ಬ ವಿದ್ಯಾರ್ಥಿ ಪರೀಕ್ಷೆಗೆ ಗೈರು ಹಾಜರಾಗಿದ್ದಾನೆ. ಗಣಾಪೂರ ಕ್ಲಸ್ಟರ್ ಮಟ್ಟದಲ್ಲಿ ಲಿಂಗೇಶ್ವರ ಪ್ರೌಢ ಶಾಲೆ ತೆಲ್ಲೂರ ಪ್ರಥಮ ಸ್ಥಾನ ಪಡೆದು, bbox=[938, 1273, 1200, 1454]
